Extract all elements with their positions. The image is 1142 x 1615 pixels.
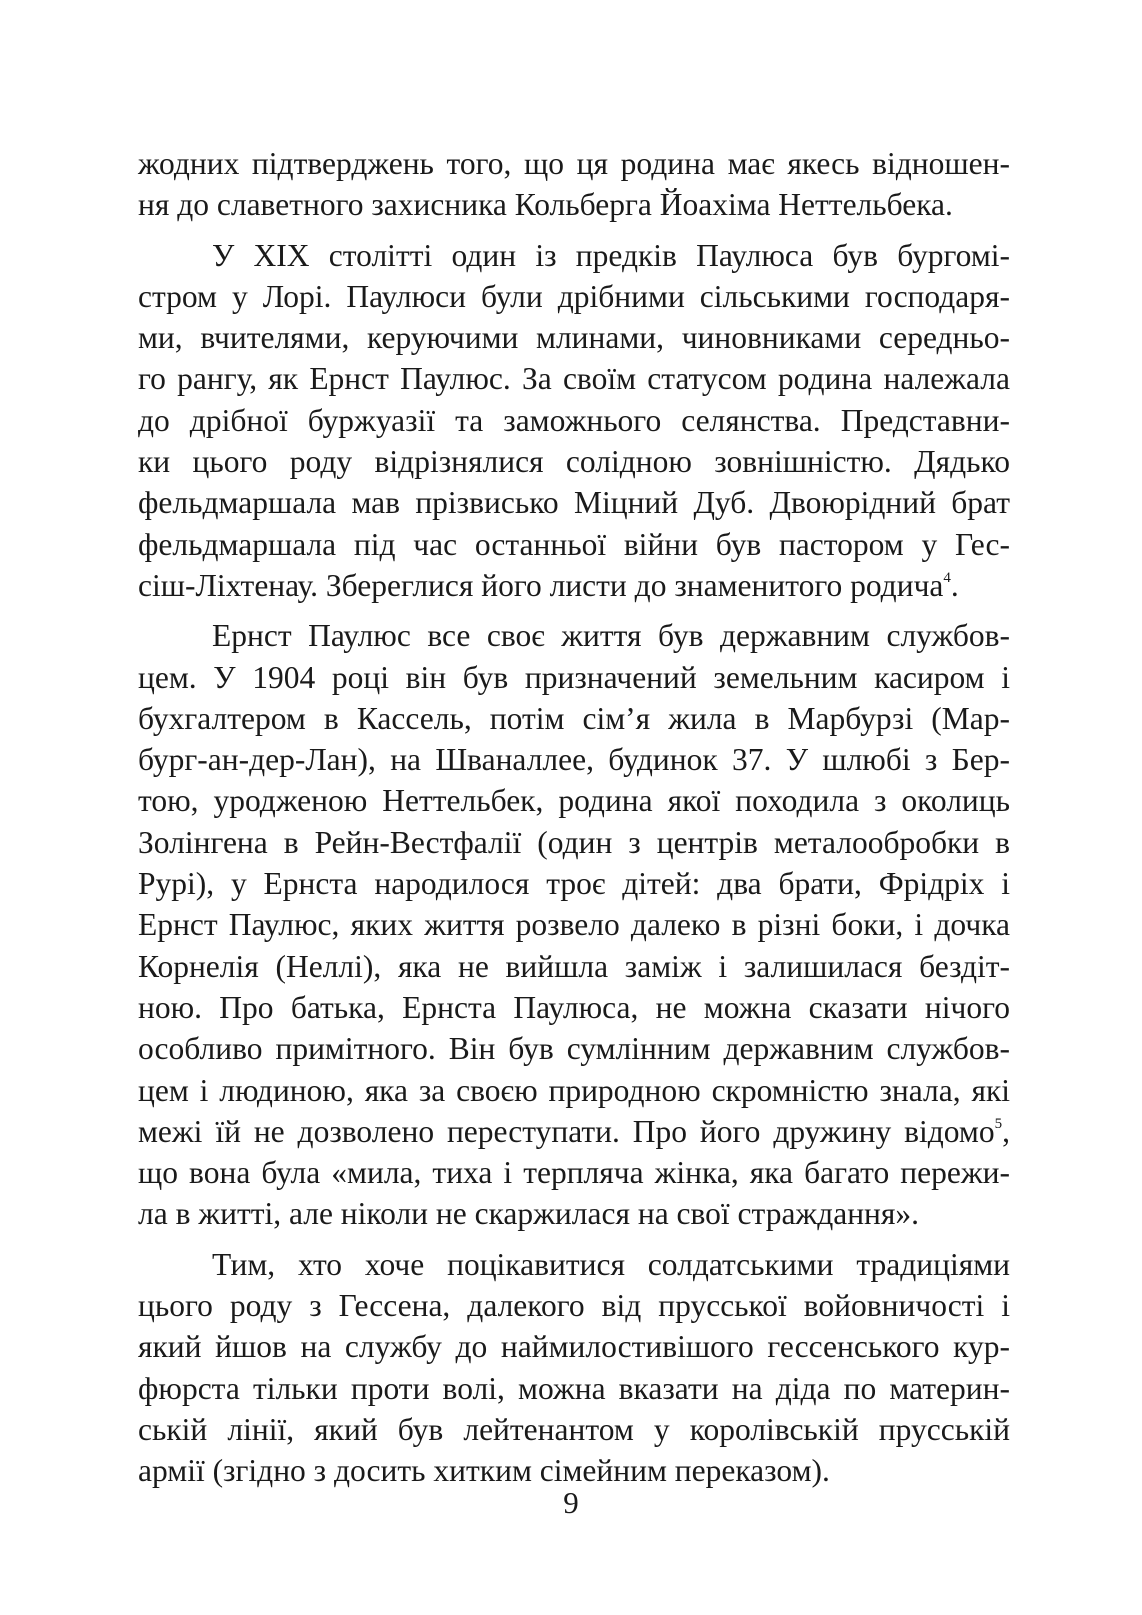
text-line: ла в житті, але ніколи не скаржилася на свої страждання». <box>138 1196 920 1232</box>
text-line: особливо примітного. Він був сумлінним державним службов- <box>138 1031 1010 1067</box>
text-line: Тим, хто хоче поцікавитися солдатськими традиціями <box>212 1246 1010 1282</box>
text-line: жодних підтверджень того, що ця родина має якесь відношен- <box>138 146 1010 181</box>
text-line: ки цього роду відрізнялися солідною зовнішністю. Дядько <box>138 444 1010 480</box>
text-line: Ернст Паулюс все своє життя був державним службов- <box>212 618 1010 654</box>
text-line <box>138 1111 1010 1152</box>
text-line: Рурі), у Ернста народилося троє дітей: два брати, Фрідріх і <box>138 866 1010 902</box>
text-line: фельдмаршала під час останньої війни був пастором у Гес- <box>138 526 1010 562</box>
text-line: го рангу, як Ернст Паулюс. За своїм статусом родина належала <box>138 361 1010 397</box>
text-line: ною. Про батька, Ернста Паулюса, не можна сказати нічого <box>138 989 1010 1025</box>
text-line: ській лінії, який був лейтенантом у королівській прусській <box>138 1411 1010 1447</box>
text-line: бург-ан-дер-Лан), на Шваналлее, будинок 37. У шлюбі з Бер- <box>138 742 1010 778</box>
text-line: Золінгена в Рейн-Вестфалії (один з центрів металообробки в <box>138 824 1010 860</box>
text-line: до дрібної буржуазії та заможнього селянства. Представни- <box>138 402 1010 438</box>
text-line: бухгалтером в Кассель, потім сім’я жила в Марбурзі (Мар- <box>138 700 1010 736</box>
text-line: ня до славетного захисника Кольберга Йоахіма Неттельбека. <box>138 187 953 223</box>
paragraph <box>138 1244 1010 1492</box>
text-line: армії (згідно з досить хитким сімейним переказом). <box>138 1453 830 1489</box>
text-line: сіш-Ліхтенау. Збереглися його листи до знаменитого родича$^4$. <box>138 567 959 603</box>
paragraph <box>138 235 1010 607</box>
text-line-content: межі їй не дозволено переступати. Про його дружину відомо <box>138 1113 995 1149</box>
paragraph <box>138 143 1010 226</box>
page-text <box>138 143 1010 1492</box>
page-number: 9 <box>563 1485 579 1520</box>
text-line: Корнелія (Неллі), яка не вийшла заміж і залишилася бездіт- <box>138 948 1010 984</box>
text-line: що вона була «мила, тиха і терпляча жінка, яка багато пережи- <box>138 1155 1010 1191</box>
text-line: цього роду з Гессена, далекого від прусської войовничості і <box>138 1288 1010 1324</box>
text-line: який йшов на службу до наймилостивішого гессенського кур- <box>138 1329 1010 1365</box>
punctuation: , <box>1002 1113 1010 1149</box>
text-line: цем і людиною, яка за своєю природною скромністю знала, які <box>138 1072 1010 1108</box>
text-line: У XIX столітті один із предків Паулюса був бургомі- <box>212 237 1010 273</box>
text-line: фельдмаршала мав прізвисько Міцний Дуб. Двоюрідний брат <box>138 485 1010 521</box>
paragraph <box>138 615 1010 1234</box>
text-line: тою, уродженою Неттельбек, родина якої походила з околиць <box>138 783 1010 819</box>
footnote-marker: 4 <box>943 569 951 586</box>
text-line: стром у Лорі. Паулюси були дрібними сільськими господаря- <box>138 278 1010 314</box>
text-line-content: сіш-Ліхтенау. Збереглися його листи до знаменитого родича <box>138 567 944 603</box>
text-line: Ернст Паулюс, яких життя розвело далеко в різні боки, і дочка <box>138 907 1010 943</box>
text-line: ми, вчителями, керуючими млинами, чиновниками середньо- <box>138 320 1010 356</box>
footnote-marker: 5 <box>994 1115 1003 1132</box>
text-line: фюрста тільки проти волі, можна вказати на діда по материн- <box>138 1370 1010 1406</box>
text-line: цем. У 1904 році він був призначений земельним касиром і <box>138 659 1010 695</box>
